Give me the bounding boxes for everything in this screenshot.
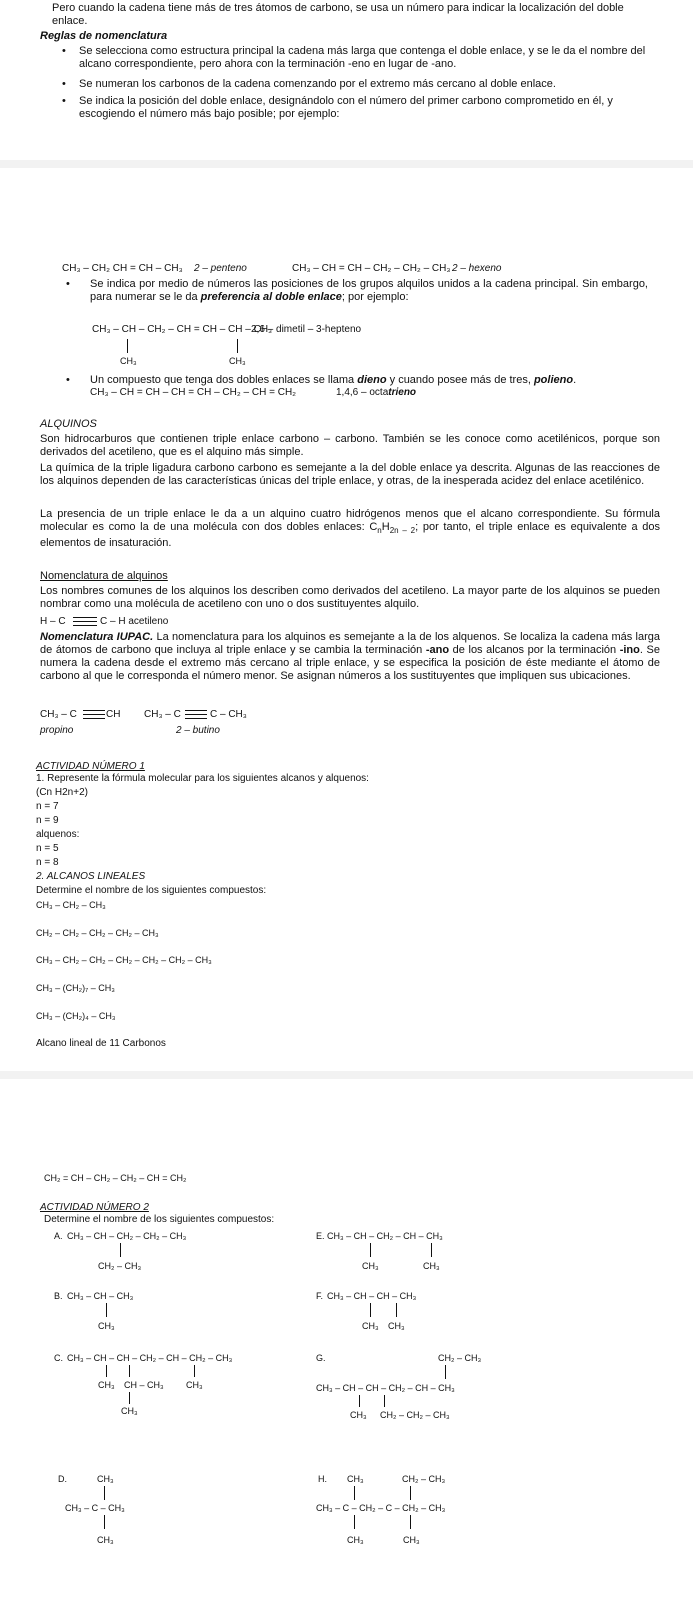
triple-bond-line bbox=[73, 621, 97, 622]
bond-line bbox=[129, 1392, 130, 1404]
compound-d-bottom: CH₃ bbox=[97, 1535, 114, 1545]
compound-a-branch: CH₂ – CH₃ bbox=[98, 1261, 142, 1271]
alkynes-p3-b: ; por tanto, el triple enlace es equivalente a dos elementos de insaturación. bbox=[40, 521, 660, 550]
polyene-term: polieno bbox=[533, 374, 574, 386]
compound-h-top: CH₃ bbox=[347, 1474, 364, 1484]
hexadiene-formula: CH₂ = CH – CH₂ – CH₂ – CH = CH₂ bbox=[44, 1173, 187, 1183]
bond-line bbox=[410, 1515, 411, 1529]
rule-4-emphasis: preferencia al doble enlace bbox=[200, 291, 342, 303]
bond-line bbox=[129, 1365, 130, 1377]
intro-line-2: enlace. bbox=[52, 15, 88, 27]
bond-line bbox=[120, 1243, 121, 1257]
rules-title: Reglas de nomenclatura bbox=[40, 30, 168, 42]
triple-bond-line bbox=[83, 710, 105, 711]
bond-line bbox=[237, 339, 238, 353]
pentene-formula: CH₃ – CH₂ CH = CH – CH₃ bbox=[62, 263, 183, 274]
alkynes-p3-a: La presencia de un triple enlace le da a un alquino cuatro hidrógenos menos que el alcano correspondiente. Su fórmula molecular es como la de una molécula con dos dobles enlaces: C bbox=[40, 508, 660, 533]
branched-formula: CH₃ – CH – CH₂ – CH = CH – CH – CH₃ bbox=[92, 324, 273, 335]
compound-e-main: CH₃ – CH – CH₂ – CH – CH₃ bbox=[327, 1231, 443, 1241]
propyne-left: CH₃ – C bbox=[40, 709, 77, 720]
polyene-formula: CH₃ – CH = CH – CH = CH – CH₂ – CH = CH₂ bbox=[90, 387, 297, 398]
activity-2-title: ACTIVIDAD NÚMERO 2 bbox=[40, 1202, 149, 1213]
bond-line bbox=[370, 1243, 371, 1257]
iupac-body-c: . Se numera la cadena desde el extremo más cercano al triple enlace, y se especifica la posición de éste mediante el átomo de carbono al que le corresponda el número menor. Se asignan números a los sustituyentes que impliquen sus ubicaciones. bbox=[40, 644, 660, 682]
butyne-right: C – CH₃ bbox=[210, 709, 247, 720]
iupac-ino: -ino bbox=[619, 644, 640, 656]
bond-line bbox=[194, 1365, 195, 1377]
compound-g-branch: CH₃ bbox=[350, 1410, 367, 1420]
formula-sub-2n2: 2n – 2 bbox=[389, 526, 416, 536]
compound: CH₂ – CH₂ – CH₂ – CH₂ – CH₃ bbox=[36, 928, 159, 938]
nomenclature-title: Nomenclatura de alquinos bbox=[40, 570, 168, 582]
diene-text-e: . bbox=[573, 374, 577, 386]
compound: CH₃ – (CH₂)₄ – CH₃ bbox=[36, 1011, 116, 1021]
iupac-body-a: La nomenclatura para los alquinos es semejante a la de los alquenos. Se localiza la cadena más larga de átomos de carbono que incluya al triple enlace y se cambia la terminación bbox=[40, 631, 661, 656]
compound-h-main: CH₃ – C – CH₂ – C – CH₂ – CH₃ bbox=[316, 1503, 446, 1513]
iupac-title: Nomenclatura IUPAC. bbox=[40, 631, 154, 643]
bullet-icon: • bbox=[62, 95, 66, 107]
branch-methyl: CH₃ bbox=[120, 356, 137, 366]
rule-4 bbox=[90, 278, 648, 304]
triple-bond-line bbox=[83, 714, 105, 715]
activity-1-title: ACTIVIDAD NÚMERO 1 bbox=[36, 761, 145, 772]
rule-4-text-c: ; por ejemplo: bbox=[341, 291, 409, 303]
bond-line bbox=[370, 1303, 371, 1317]
alkynes-p2: La química de la triple ligadura carbono carbono es semejante a la del doble enlace ya descrita. Algunas de las reacciones de los alquinos dependen de las características únicas del triple enlace, y otras, de la inesperada acidez del enlace acetilénico. bbox=[40, 462, 660, 487]
compound-c-branch: CH – CH₃ bbox=[124, 1380, 164, 1390]
rule-3: Se indica la posición del doble enlace, designándolo con el número del primer carbono comprometido en él, y escogiendo el número más bajo posible; por ejemplo: bbox=[79, 95, 613, 120]
bond-line bbox=[354, 1515, 355, 1529]
compound-g-branch: CH₂ – CH₂ – CH₃ bbox=[380, 1410, 450, 1420]
section-2-question: Determine el nombre de los siguientes compuestos: bbox=[36, 885, 267, 896]
bond-line bbox=[431, 1243, 432, 1257]
compound-g-main: CH₃ – CH – CH – CH₂ – CH – CH₃ bbox=[316, 1383, 455, 1393]
triple-bond-line bbox=[73, 625, 97, 626]
compound-e-branch: CH₃ bbox=[362, 1261, 379, 1271]
rule-1: Se selecciona como estructura principal la cadena más larga que contenga el doble enlace, y se le da el nombre del alcano correspondiente, pero ahora con la terminación -eno en lugar de -ano. bbox=[79, 45, 646, 70]
general-formula: (Cn H2n+2) bbox=[36, 787, 88, 798]
compound-f-main: CH₃ – CH – CH – CH₃ bbox=[327, 1291, 417, 1301]
label-b: B. bbox=[54, 1291, 63, 1301]
polyene-name bbox=[336, 387, 416, 399]
diene-term: dieno bbox=[357, 374, 387, 386]
section-2-title: 2. ALCANOS LINEALES bbox=[36, 871, 146, 882]
compound-h-bottom: CH₃ bbox=[347, 1535, 364, 1545]
compound-h-top: CH₂ – CH₃ bbox=[402, 1474, 446, 1484]
compound-d-main: CH₃ – C – CH₃ bbox=[65, 1503, 125, 1513]
page-3 bbox=[0, 1079, 693, 1612]
acetylene-right: C – H acetileno bbox=[100, 616, 169, 627]
compound-c-branch: CH₃ bbox=[98, 1380, 115, 1390]
iupac-ano: -ano bbox=[425, 644, 450, 656]
bond-line bbox=[396, 1303, 397, 1317]
diene-text-c: y cuando posee más de tres, bbox=[386, 374, 534, 386]
compound: CH₃ – CH₂ – CH₃ bbox=[36, 900, 106, 910]
formula-sub-n: n bbox=[377, 526, 382, 536]
hexene-name: 2 – hexeno bbox=[452, 263, 502, 274]
acetylene-left: H – C bbox=[40, 616, 66, 627]
compound-c-main: CH₃ – CH – CH – CH₂ – CH – CH₂ – CH₃ bbox=[67, 1353, 233, 1363]
pentene-name: 2 – penteno bbox=[194, 263, 247, 274]
compound-b-branch: CH₃ bbox=[98, 1321, 115, 1331]
bond-line bbox=[104, 1515, 105, 1529]
compound-h-bottom: CH₃ bbox=[403, 1535, 420, 1545]
nomenclature-p1: Los nombres comunes de los alquinos los describen como derivados del acetileno. La mayor parte de los alquinos se pueden nombrar como una molécula de acetileno con uno o dos sustituyentes alquilo. bbox=[40, 585, 660, 610]
compound-d-top: CH₃ bbox=[97, 1474, 114, 1484]
compound-f-branch: CH₃ bbox=[362, 1321, 379, 1331]
triple-bond-line bbox=[185, 718, 207, 719]
label-e: E. bbox=[316, 1231, 325, 1241]
bullet-icon: • bbox=[62, 78, 66, 90]
diene-sentence bbox=[90, 374, 576, 387]
propyne-right: CH bbox=[106, 709, 121, 720]
page-gap bbox=[0, 1071, 693, 1079]
iupac-body-b: de los alcanos por la terminación bbox=[449, 644, 620, 656]
alkynes-p1: Son hidrocarburos que contienen triple enlace carbono – carbono. También se les conoce como acetilénicos, porque son derivados del acetileno, que es el alquino más simple. bbox=[40, 433, 660, 458]
bond-line bbox=[106, 1365, 107, 1377]
hexene-formula: CH₃ – CH = CH – CH₂ – CH₂ – CH₃ bbox=[292, 263, 451, 274]
label-d: D. bbox=[58, 1474, 67, 1484]
compound-g-top: CH₂ – CH₃ bbox=[438, 1353, 482, 1363]
label-c: C. bbox=[54, 1353, 63, 1363]
n-value: n = 8 bbox=[36, 857, 59, 868]
alkenes-label: alquenos: bbox=[36, 829, 80, 840]
compound-c-branch: CH₃ bbox=[121, 1406, 138, 1416]
compound: CH₃ – (CH₂)₇ – CH₃ bbox=[36, 983, 115, 993]
page-gap bbox=[0, 160, 693, 168]
diene-text-a: Un compuesto que tenga dos dobles enlaces se llama bbox=[90, 374, 358, 386]
label-a: A. bbox=[54, 1231, 63, 1241]
activity-1-question: 1. Represente la fórmula molecular para los siguientes alcanos y alquenos: bbox=[36, 773, 369, 784]
polyene-name-a: 1,4,6 – octa bbox=[336, 387, 389, 398]
n-value: n = 5 bbox=[36, 843, 59, 854]
triple-bond-line bbox=[185, 714, 207, 715]
label-g: G. bbox=[316, 1353, 326, 1363]
branch-methyl: CH₃ bbox=[229, 356, 246, 366]
compound: CH₃ – CH₂ – CH₂ – CH₂ – CH₂ – CH₂ – CH₃ bbox=[36, 955, 212, 965]
bullet-icon: • bbox=[62, 45, 66, 57]
linear-11-alkane: Alcano lineal de 11 Carbonos bbox=[36, 1038, 166, 1049]
alkynes-p3 bbox=[40, 508, 660, 550]
compound-c-branch: CH₃ bbox=[186, 1380, 203, 1390]
branched-name: 2,6 – dimetil – 3-hepteno bbox=[251, 324, 362, 335]
compound-a-main: CH₃ – CH – CH₂ – CH₂ – CH₃ bbox=[67, 1231, 187, 1241]
label-h: H. bbox=[318, 1474, 327, 1484]
compound-e-branch: CH₃ bbox=[423, 1261, 440, 1271]
bond-line bbox=[354, 1486, 355, 1500]
formula-h: H bbox=[381, 521, 390, 533]
propyne-name: propino bbox=[40, 725, 74, 736]
bond-line bbox=[104, 1486, 105, 1500]
bond-line bbox=[106, 1303, 107, 1317]
triple-bond-line bbox=[73, 617, 97, 618]
bond-line bbox=[359, 1395, 360, 1407]
bullet-icon: • bbox=[66, 278, 70, 290]
intro-line-1: Pero cuando la cadena tiene más de tres átomos de carbono, se usa un número para indicar la localización del doble bbox=[52, 2, 624, 14]
rule-2: Se numeran los carbonos de la cadena comenzando por el extremo más cercano al doble enlace. bbox=[79, 78, 556, 90]
activity-2-instruction: Determine el nombre de los siguientes compuestos: bbox=[44, 1214, 275, 1225]
butyne-left: CH₃ – C bbox=[144, 709, 181, 720]
rule-4-text-a: Se indica por medio de números las posiciones de los grupos alquilos unidos a la cadena principal. Sin embargo, para numerar se le da bbox=[90, 278, 648, 303]
n-value: n = 7 bbox=[36, 801, 59, 812]
bond-line bbox=[445, 1365, 446, 1379]
bond-line bbox=[127, 339, 128, 353]
triple-bond-line bbox=[185, 710, 207, 711]
triple-bond-line bbox=[83, 718, 105, 719]
bond-line bbox=[410, 1486, 411, 1500]
label-f: F. bbox=[316, 1291, 324, 1301]
iupac-paragraph bbox=[40, 631, 660, 683]
polyene-name-b: trieno bbox=[388, 387, 417, 398]
bond-line bbox=[384, 1395, 385, 1407]
butyne-name: 2 – butino bbox=[176, 725, 220, 736]
alkynes-title: ALQUINOS bbox=[40, 418, 97, 430]
compound-f-branch: CH₃ bbox=[388, 1321, 405, 1331]
n-value: n = 9 bbox=[36, 815, 59, 826]
compound-b-main: CH₃ – CH – CH₃ bbox=[67, 1291, 134, 1301]
bullet-icon: • bbox=[66, 374, 70, 386]
